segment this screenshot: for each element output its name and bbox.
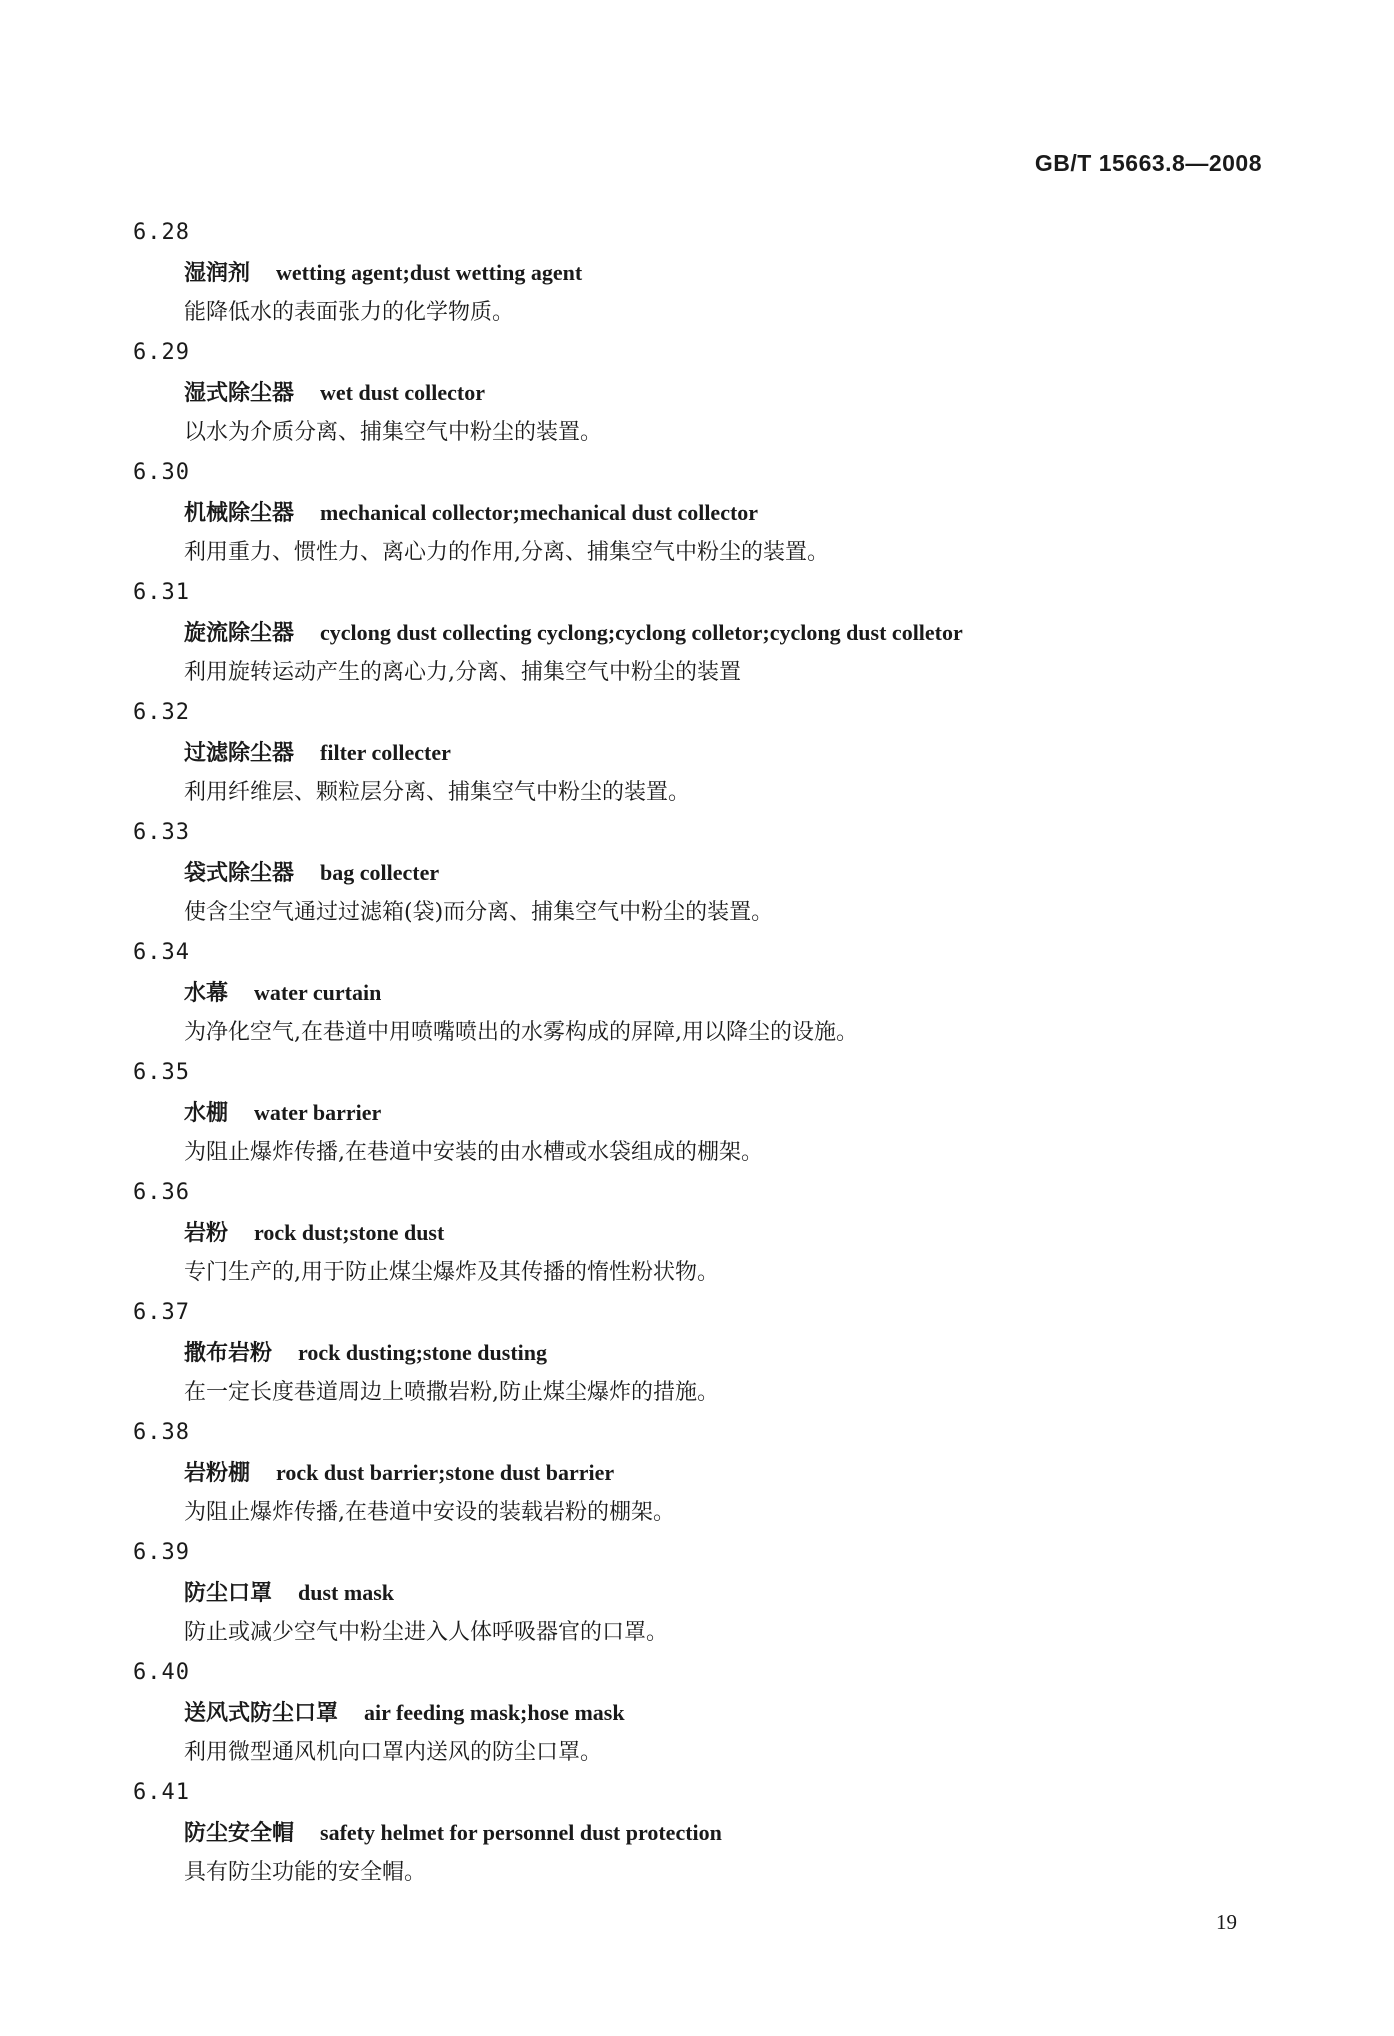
term-entry	[133, 813, 1273, 933]
entry-number: 6.29	[133, 340, 190, 365]
entry-number: 6.36	[133, 1180, 190, 1205]
term-chinese: 岩粉棚	[184, 1461, 251, 1486]
entry-term	[133, 253, 1273, 293]
entry-definition: 在一定长度巷道周边上喷撒岩粉,防止煤尘爆炸的措施。	[184, 1380, 719, 1405]
entry-definition: 利用微型通风机向口罩内送风的防尘口罩。	[184, 1740, 603, 1765]
term-entry	[133, 933, 1273, 1053]
page-number: 19	[1216, 1910, 1237, 1934]
entry-definition: 利用重力、惯性力、离心力的作用,分离、捕集空气中粉尘的装置。	[184, 540, 829, 565]
entry-definition: 专门生产的,用于防止煤尘爆炸及其传播的惰性粉状物。	[184, 1260, 719, 1285]
entry-number: 6.32	[133, 700, 190, 725]
entry-number: 6.39	[133, 1540, 190, 1565]
entry-number: 6.35	[133, 1060, 190, 1085]
entry-number: 6.34	[133, 940, 190, 965]
entry-definition: 具有防尘功能的安全帽。	[184, 1860, 427, 1885]
term-entry	[133, 1773, 1273, 1893]
term-english: air feeding mask;hose mask	[364, 1700, 625, 1725]
entry-number: 6.37	[133, 1300, 190, 1325]
term-entry	[133, 453, 1273, 573]
term-chinese: 防尘口罩	[184, 1581, 273, 1606]
entry-number: 6.38	[133, 1420, 190, 1445]
term-chinese: 送风式防尘口罩	[184, 1701, 339, 1726]
entry-number: 6.40	[133, 1660, 190, 1685]
term-chinese: 防尘安全帽	[184, 1821, 295, 1846]
term-english: bag collecter	[320, 860, 440, 885]
entry-definition: 为阻止爆炸传播,在巷道中安设的装载岩粉的棚架。	[184, 1500, 675, 1525]
entry-definition: 能降低水的表面张力的化学物质。	[184, 300, 515, 325]
term-english: wet dust collector	[320, 380, 485, 405]
term-english: wetting agent;dust wetting agent	[276, 260, 583, 285]
term-chinese: 湿润剂	[184, 261, 251, 286]
term-chinese: 机械除尘器	[184, 501, 295, 526]
term-entry	[133, 1533, 1273, 1653]
entry-definition: 利用纤维层、颗粒层分离、捕集空气中粉尘的装置。	[184, 780, 691, 805]
term-entry	[133, 573, 1273, 693]
entry-term	[133, 733, 1273, 773]
standard-code-header: GB/T 15663.8—2008	[1034, 150, 1262, 176]
term-entry	[133, 333, 1273, 453]
term-chinese: 过滤除尘器	[184, 741, 295, 766]
term-english: water curtain	[254, 980, 382, 1005]
term-english: cyclong dust collecting cyclong;cyclong colletor;cyclong dust colletor	[320, 620, 963, 645]
term-english: safety helmet for personnel dust protection	[320, 1820, 722, 1845]
term-english: mechanical collector;mechanical dust collector	[320, 500, 759, 525]
entry-term	[133, 853, 1273, 893]
entry-number: 6.30	[133, 460, 190, 485]
entry-definition: 以水为介质分离、捕集空气中粉尘的装置。	[184, 420, 603, 445]
term-english: filter collecter	[320, 740, 451, 765]
term-entry	[133, 1053, 1273, 1173]
term-chinese: 水幕	[184, 981, 229, 1006]
term-entry	[133, 693, 1273, 813]
entry-term	[133, 1093, 1273, 1133]
entry-term	[133, 1813, 1273, 1853]
term-entries	[133, 213, 1273, 1893]
entry-number: 6.33	[133, 820, 190, 845]
term-entry	[133, 1173, 1273, 1293]
entry-definition: 利用旋转运动产生的离心力,分离、捕集空气中粉尘的装置	[184, 660, 741, 685]
entry-term	[133, 493, 1273, 533]
entry-term	[133, 1333, 1273, 1373]
entry-term	[133, 373, 1273, 413]
entry-number: 6.41	[133, 1780, 190, 1805]
term-chinese: 袋式除尘器	[184, 861, 295, 886]
term-chinese: 岩粉	[184, 1221, 229, 1246]
term-chinese: 撒布岩粉	[184, 1341, 273, 1366]
entry-term	[133, 1693, 1273, 1733]
entry-term	[133, 1573, 1273, 1613]
entry-number: 6.31	[133, 580, 190, 605]
entry-definition: 使含尘空气通过过滤箱(袋)而分离、捕集空气中粉尘的装置。	[184, 900, 774, 925]
term-entry	[133, 1293, 1273, 1413]
term-entry	[133, 1413, 1273, 1533]
term-chinese: 旋流除尘器	[184, 621, 295, 646]
term-english: rock dust;stone dust	[254, 1220, 445, 1245]
term-entry	[133, 213, 1273, 333]
entry-term	[133, 1453, 1273, 1493]
entry-term	[133, 973, 1273, 1013]
entry-definition: 防止或减少空气中粉尘进入人体呼吸器官的口罩。	[184, 1620, 669, 1645]
entry-number: 6.28	[133, 220, 190, 245]
term-chinese: 湿式除尘器	[184, 381, 295, 406]
entry-term	[133, 1213, 1273, 1253]
entry-definition: 为阻止爆炸传播,在巷道中安装的由水槽或水袋组成的棚架。	[184, 1140, 763, 1165]
term-english: water barrier	[254, 1100, 382, 1125]
term-english: dust mask	[298, 1580, 394, 1605]
term-chinese: 水棚	[184, 1101, 229, 1126]
term-entry	[133, 1653, 1273, 1773]
term-english: rock dust barrier;stone dust barrier	[276, 1460, 615, 1485]
term-english: rock dusting;stone dusting	[298, 1340, 548, 1365]
entry-term	[133, 613, 1273, 653]
entry-definition: 为净化空气,在巷道中用喷嘴喷出的水雾构成的屏障,用以降尘的设施。	[184, 1020, 858, 1045]
